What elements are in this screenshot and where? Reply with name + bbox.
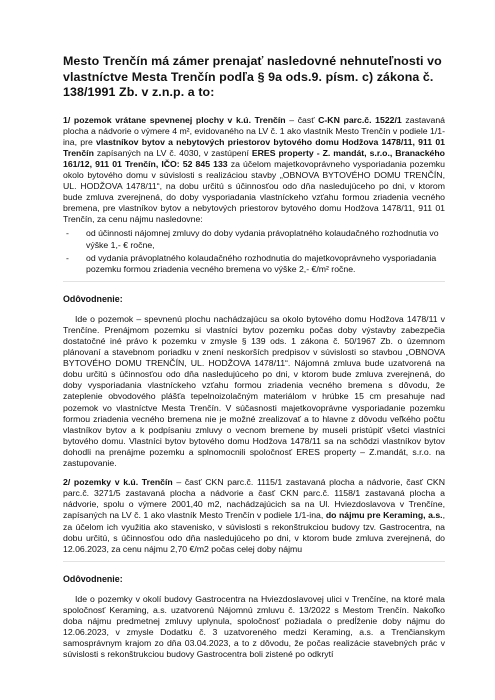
reason-heading: Odôvodnenie: (63, 573, 123, 584)
price-list (63, 228, 445, 274)
reason-heading: Odôvodnenie: (63, 293, 123, 304)
item-2-paragraph: 2/ pozemky v k.ú. Trenčín – časť CKN parc.č. 1115/1 zastavaná plocha a nádvorie, časť CKN parc.č. 3271/5 zastavaná plocha a nádvorie a časť CKN parc.č. 1158/1 zastavaná plocha a nádvorie, spolu o výmere 2001,40 m2, nachádzajúcich sa na Ul. Hviezdoslavova v Trenčíne, zapísaných na LV č. 1 ako vlastník Mesto Trenčín v podiele 1/1-ina, do nájmu pre Keraming, a.s., za účelom ich využitia ako stavenisko, v súvislosti s rekonštrukciou budovy tzv. Gastrocentra, na dobu určitú, s účinnosťou odo dňa nasledujúceho po dni, v ktorom bude zmluva zverejnená, do 12.06.2023, za cenu nájmu 2,70 €/m2 počas celej doby nájmu (63, 477, 445, 554)
list-item: - od vydania právoplatného kolaudačného rozhodnutia do majetkovoprávneho vysporiadania pozemku formou zriadenia vecného bremena vo výške 2,- €/m² ročne. (66, 252, 437, 274)
reason-1-paragraph: Ide o pozemok – spevnenú plochu nachádzajúcu sa okolo bytového domu Hodžova 1478/11 v Trenčíne. Prenájmom pozemku si vlastníci bytov pozemku počas doby výstavby zabezpečia dostatočné iné právo k pozemku v zmysle § 139 ods. 1 zákona č. 50/1967 Zb. o územnom plánovaní a stavebnom poriadku v znení neskorších predpisov v súvislosti so stavbou „OBNOVA BYTOVÉHO DOMU TRENČÍN, UL. HODŽOVA 1478/11“. Nájomná zmluva bude uzatvorená na dobu určitú s účinnosťou odo dňa nasledujúceho po dni, v ktorom bude zmluva zverejnená, do doby vysporiadania vlastníckeho vzťahu formou zriadenia vecného bremena s dôvodu, že zateplenie obvodového plášťa tepelnoizolačným materiálom v hrúbke 15 cm presahuje nad pozemok vo vlastníctve Mesta Trenčín. V súčasnosti majetkovoprávne vysporiadanie pozemku formou zriadenia vecného bremena nie je možné zrealizovať a to hlavne z dôvodu veľkého počtu vlastníkov bytov a k podpísaniu zmluvy o vecnom bremene by museli pristúpiť všetci vlastníci bytového domu. Vlastníci bytov bytového domu Hodžova 1478/11 sa na schôdzi vlastníkov bytov dohodli na prenájme pozemku a splnomocnili spoločnosť ERES property – Z.mandát, s.r.o. na zastupovanie. (63, 313, 445, 469)
page-title: Mesto Trenčín má zámer prenajať nasledovné nehnuteľnosti vo vlastníctve Mesta Trenčín podľa § 9a ods.9. písm. c) zákona č. 138/1991 Zb. v z.n.p. a to: (63, 54, 442, 99)
divider (63, 281, 445, 282)
list-item: - od účinnosti nájomnej zmluvy do doby vydania právoplatného kolaudačného rozhodnutia vo výške 1,- € ročne, (66, 228, 439, 250)
item-2-heading: 2/ pozemky v k.ú. Trenčín (63, 477, 173, 488)
reason-2-paragraph: Ide o pozemky v okolí budovy Gastrocentra na Hviezdoslavovej ulici v Trenčíne, na ktoré mala spoločnosť Keraming, a.s. uzatvorenú Nájomnú zmluvu č. 13/2022 s Mestom Trenčín. Nakoľko doba nájmu predmetnej zmluvy uplynula, spoločnosť požiadala o predĺženie doby nájmu do 12.06.2023, v zmysle Dodatku č. 3 uzatvoreného medzi Keraming, a.s. a Trenčianskym samosprávnym krajom zo dňa 03.04.2023, a to z dôvodu, že počas realizácie stavebných prác v súvislosti s rekonštrukciou budovy Gastrocentra boli zistené po odkrytí (63, 593, 445, 660)
item-1-paragraph: 1/ pozemok vrátane spevnenej plochy v k.ú. Trenčín – časť C-KN parc.č. 1522/1 zastavaná plocha a nádvorie o výmere 4 m², evidovaného na LV č. 1 ako vlastník Mesto Trenčín v podiele 1/1-ina, pre vlastníkov bytov a nebytových priestorov bytového domu Hodžova 1478/11, 911 01 Trenčín zapísaných na LV č. 4030, v zastúpení ERES property - Z. mandát, s.r.o., Branackého 161/12, 911 01 Trenčín, IČO: 52 845 133 za účelom majetkovoprávneho vysporiadania pozemku okolo bytového domu v súvislosti s realizáciou stavby „OBNOVA BYTOVÉHO DOMU TRENČÍN, UL. HODŽOVA 1478/11“, na dobu určitú s účinnosťou odo dňa nasledujúceho po dni, v ktorom bude zmluva zverejnená, do doby vysporiadania vlastníckeho vzťahu formou zriadenia vecného bremena, pre vlastníkov bytov a nebytových priestorov bytového domu Hodžova 1478/11, 911 01 Trenčín, za cenu nájmu nasledovne: (63, 114, 446, 225)
item-1-heading: 1/ pozemok vrátane spevnenej plochy v k.ú. Trenčín (63, 114, 286, 125)
divider (63, 561, 445, 562)
